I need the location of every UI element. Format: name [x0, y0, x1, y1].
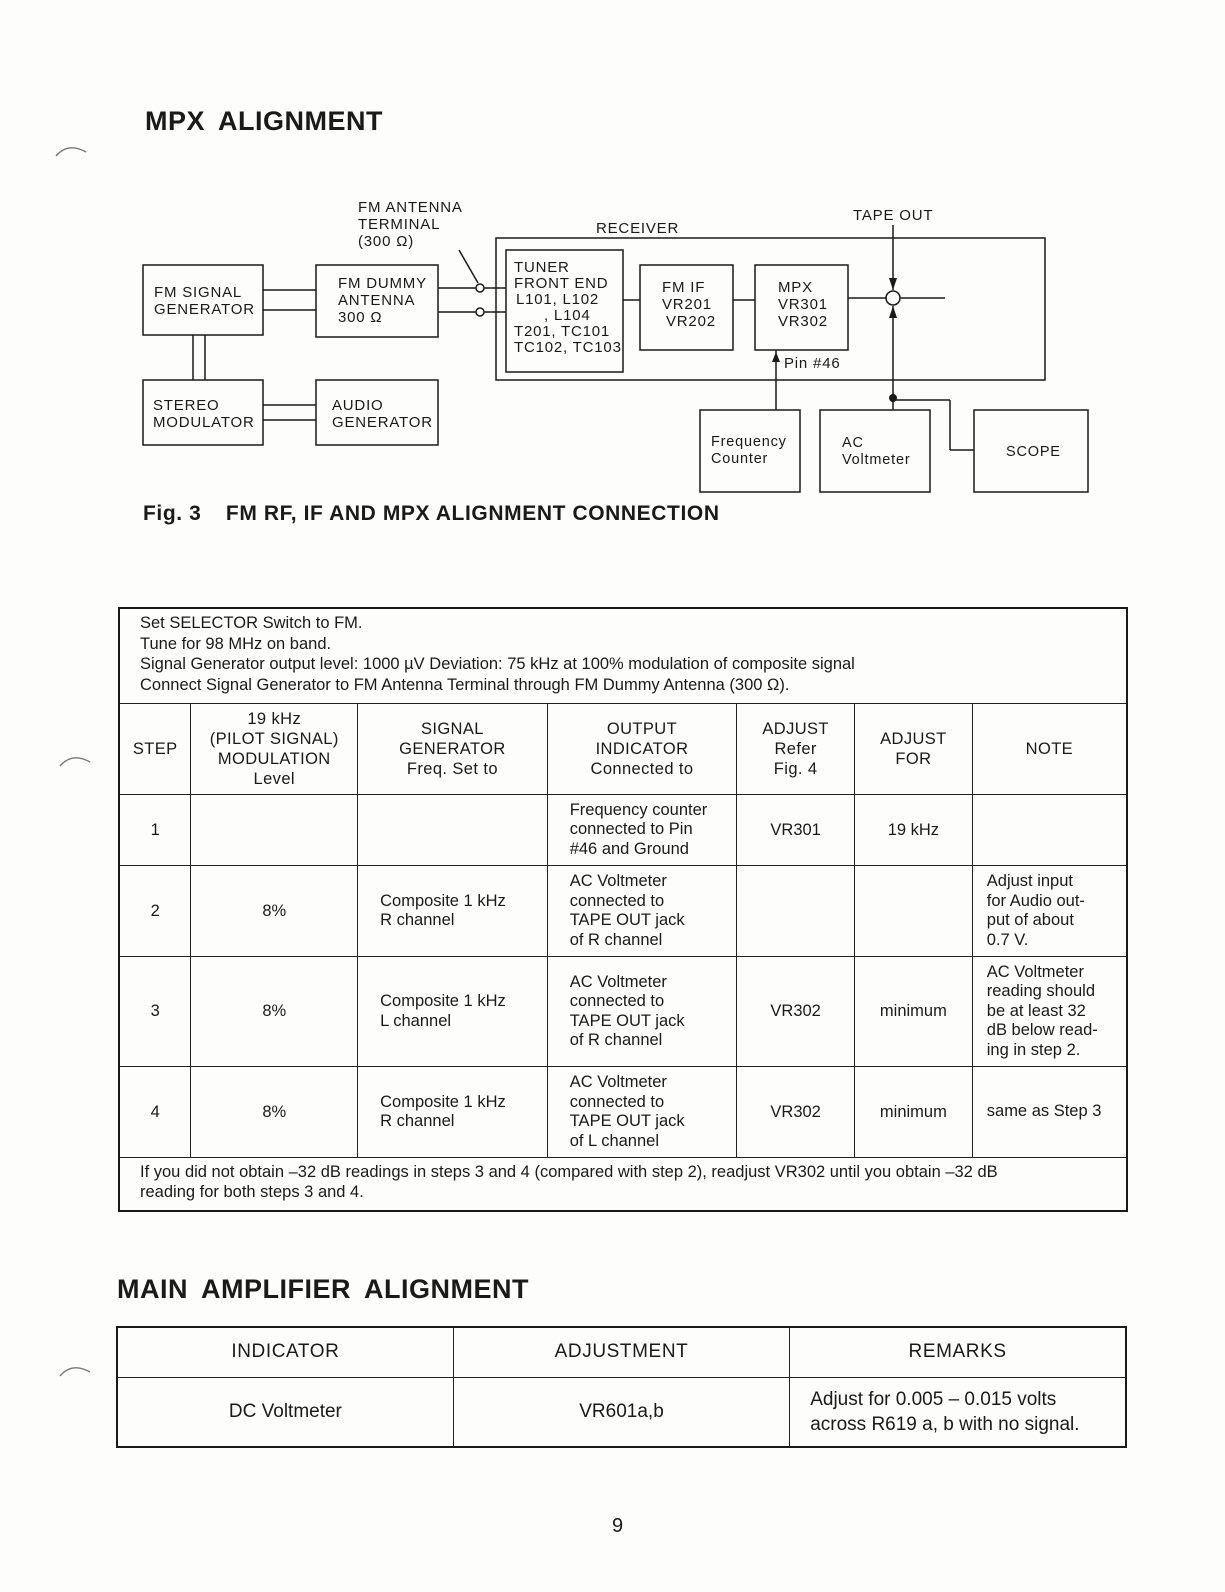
arrow-down-icon: [889, 278, 897, 290]
receiver-label: RECEIVER: [596, 220, 680, 237]
mpx-label: MPX VR301 VR302: [778, 279, 828, 330]
header-adjust-for: ADJUST FOR: [855, 704, 973, 795]
main-amplifier-table: [116, 1326, 1127, 1448]
page-number: 9: [612, 1515, 624, 1537]
arrow-up-icon: [889, 306, 897, 318]
adjust-for-cell: minimum: [855, 1067, 973, 1158]
binder-mark-icon: [50, 140, 100, 180]
table-row: [117, 1377, 1126, 1447]
header-indicator: INDICATOR: [117, 1327, 453, 1377]
junction-dot: [889, 394, 897, 402]
step-cell: 2: [119, 866, 191, 957]
ac-voltmeter-box: [820, 410, 930, 492]
page-title-mpx-alignment: MPX ALIGNMENT: [145, 106, 383, 136]
note-cell: same as Step 3: [972, 1067, 1127, 1158]
header-adjust: ADJUST Refer Fig. 4: [737, 704, 855, 795]
header-note: NOTE: [972, 704, 1127, 795]
header-step: STEP: [119, 704, 191, 795]
figure-number: Fig. 3: [143, 502, 202, 525]
figure-caption-text: FM RF, IF AND MPX ALIGNMENT CONNECTION: [225, 502, 720, 525]
step-cell: 1: [119, 795, 191, 866]
header-remarks: REMARKS: [790, 1327, 1126, 1377]
adjust-for-cell: minimum: [855, 957, 973, 1067]
table-header-row: [119, 704, 1127, 795]
adjust-cell: [737, 866, 855, 957]
adjust-for-cell: 19 kHz: [855, 795, 973, 866]
mpx-alignment-table: [118, 607, 1128, 1212]
pin-46-label: Pin #46: [784, 355, 841, 372]
modulation-cell: 8%: [191, 957, 358, 1067]
output-cell: AC Voltmeter connected to TAPE OUT jack of R channel: [547, 866, 737, 957]
arrow-up-icon: [772, 352, 780, 362]
remarks-cell: Adjust for 0.005 – 0.015 volts across R619 a, b with no signal.: [790, 1377, 1126, 1447]
header-adjustment: ADJUSTMENT: [453, 1327, 789, 1377]
frequency-counter-label: Frequency Counter: [711, 434, 787, 467]
modulation-cell: [191, 795, 358, 866]
indicator-cell: DC Voltmeter: [117, 1377, 453, 1447]
header-modulation: 19 kHz (PILOT SIGNAL) MODULATION Level: [191, 704, 358, 795]
alignment-connection-diagram: [0, 0, 1225, 560]
adjust-for-cell: [855, 866, 973, 957]
scope-label: SCOPE: [1006, 444, 1061, 460]
output-cell: AC Voltmeter connected to TAPE OUT jack of L channel: [547, 1067, 737, 1158]
fm-antenna-terminal-label: FM ANTENNA TERMINAL (300 Ω): [358, 199, 462, 250]
fm-dummy-antenna-label: FM DUMMY ANTENNA 300 Ω: [338, 275, 427, 326]
adjustment-cell: VR601a,b: [453, 1377, 789, 1447]
table-row: [119, 1067, 1127, 1158]
note-cell: AC Voltmeter reading should be at least 32 dB below read- ing in step 2.: [972, 957, 1127, 1067]
step-cell: 4: [119, 1067, 191, 1158]
adjust-cell: VR302: [737, 1067, 855, 1158]
binder-mark-icon: [54, 750, 104, 790]
signal-cell: Composite 1 kHz R channel: [358, 866, 548, 957]
binder-mark-icon: [54, 1360, 104, 1400]
signal-cell: [358, 795, 548, 866]
audio-generator-label: AUDIO GENERATOR: [332, 397, 433, 431]
signal-cell: Composite 1 kHz R channel: [358, 1067, 548, 1158]
modulation-cell: 8%: [191, 866, 358, 957]
table-row: [119, 957, 1127, 1067]
table-header-row: [117, 1327, 1126, 1377]
output-cell: AC Voltmeter connected to TAPE OUT jack of R channel: [547, 957, 737, 1067]
setup-instructions: Set SELECTOR Switch to FM. Tune for 98 MHz on band. Signal Generator output level: 1000 µV Deviation: 75 kHz at 100% modulation of composite signal Connect Signal Generator to FM Antenna Terminal through FM Dummy Antenna (300 Ω).: [119, 608, 1127, 704]
adjust-cell: VR301: [737, 795, 855, 866]
output-cell: Frequency counter connected to Pin #46 and Ground: [547, 795, 737, 866]
adjust-cell: VR302: [737, 957, 855, 1067]
figure-caption: [143, 502, 720, 526]
note-cell: [972, 795, 1127, 866]
header-output-indicator: OUTPUT INDICATOR Connected to: [547, 704, 737, 795]
table-row: [119, 866, 1127, 957]
modulation-cell: 8%: [191, 1067, 358, 1158]
tape-out-label: TAPE OUT: [853, 207, 934, 224]
fm-signal-generator-label: FM SIGNAL GENERATOR: [154, 284, 255, 318]
ac-voltmeter-label: AC Voltmeter: [842, 435, 911, 468]
signal-cell: Composite 1 kHz L channel: [358, 957, 548, 1067]
table-row: [119, 795, 1127, 866]
tuner-front-end-label: TUNER FRONT END L101, L102 , L104 T201, TC101 TC102, TC103: [514, 259, 622, 356]
note-cell: Adjust input for Audio out- put of about 0.7 V.: [972, 866, 1127, 957]
header-signal-generator: SIGNAL GENERATOR Freq. Set to: [358, 704, 548, 795]
step-cell: 3: [119, 957, 191, 1067]
table-footer-note: If you did not obtain –32 dB readings in steps 3 and 4 (compared with step 2), readjust VR302 until you obtain –32 dB reading for both steps 3 and 4.: [119, 1158, 1127, 1212]
fm-if-label: FM IF VR201 VR202: [662, 279, 716, 330]
stereo-modulator-label: STEREO MODULATOR: [153, 397, 255, 431]
section-title-main-amplifier: MAIN AMPLIFIER ALIGNMENT: [117, 1274, 529, 1304]
